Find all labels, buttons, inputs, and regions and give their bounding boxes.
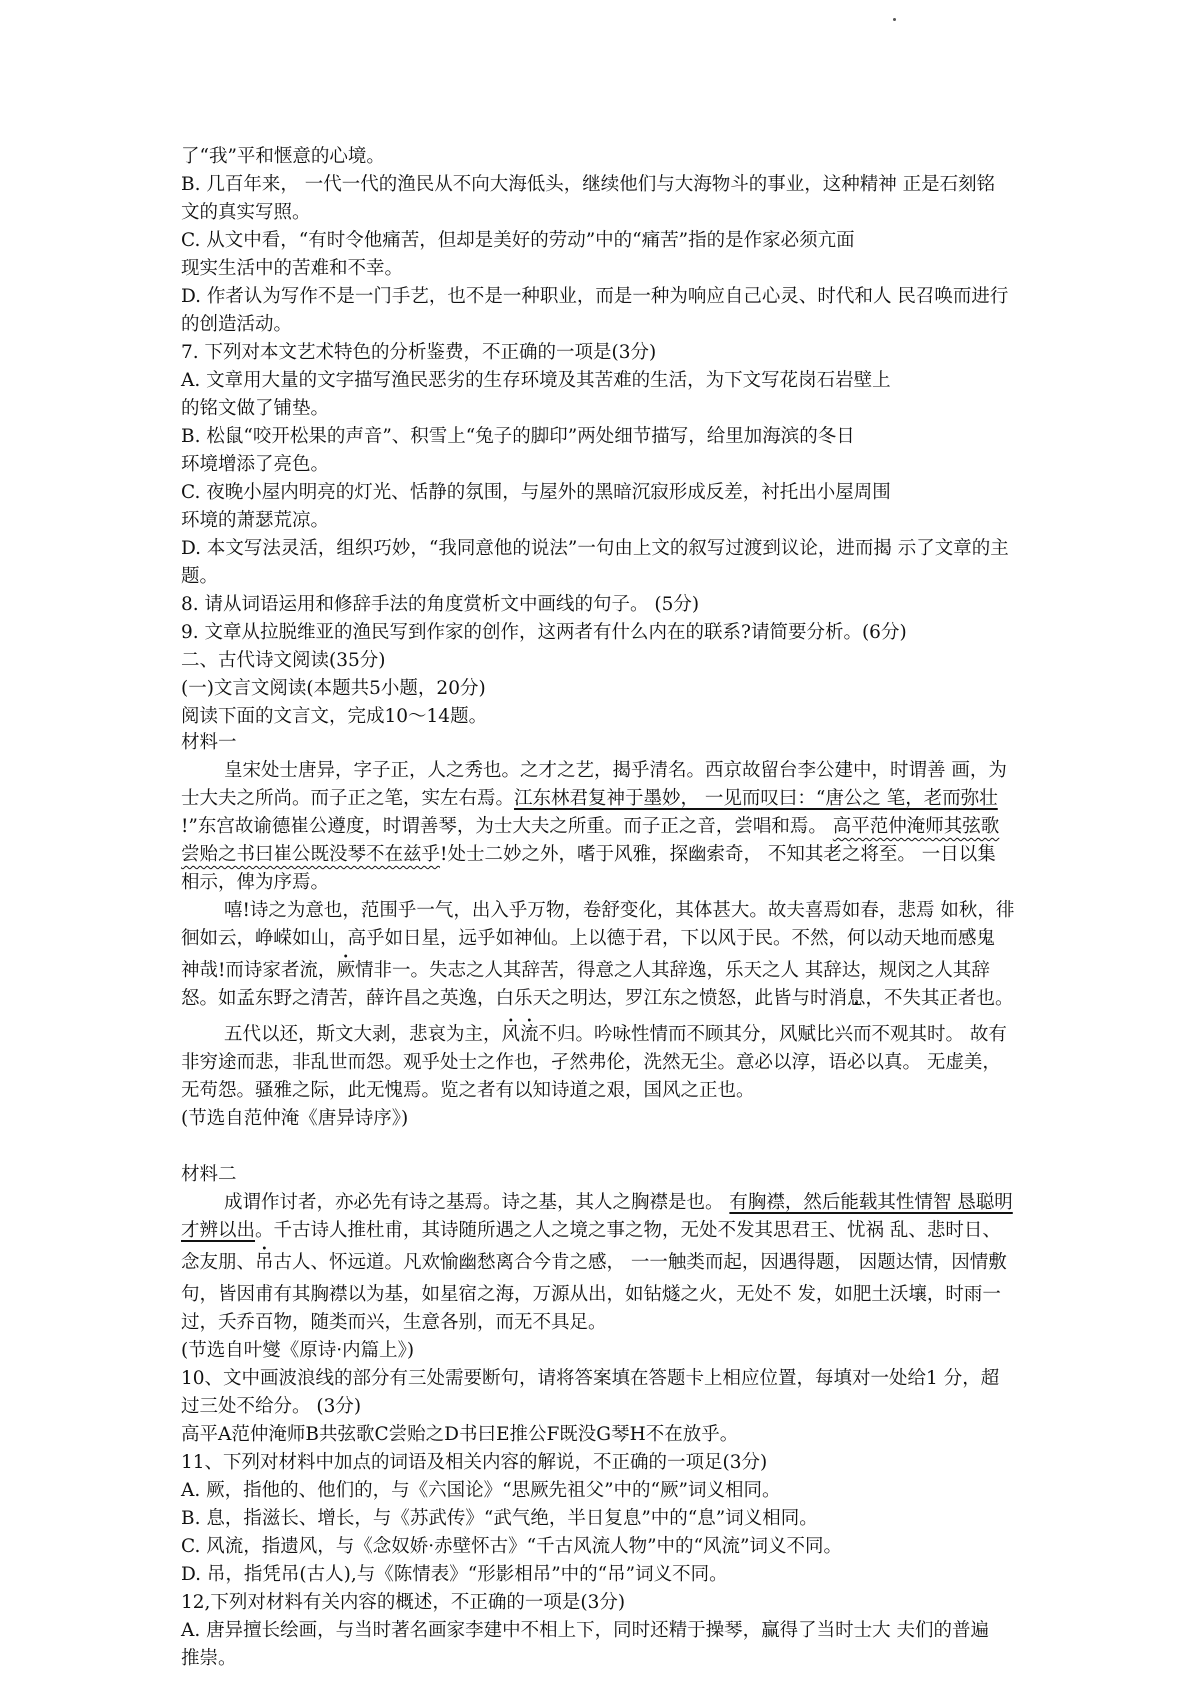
option-a-line: A. 厥，指他的、他们的，与《六国论》“思厥先祖父”中的“厥”词义相同。 bbox=[181, 1480, 781, 1501]
text-line: 的铭文做了铺垫。 bbox=[181, 398, 330, 419]
option-b-line: B. 息，指滋长、增长，与《苏武传》“武气绝，半日复息”中的“息”词义相同。 bbox=[181, 1508, 818, 1529]
question-7: 7. 下列对本文艺术特色的分析鉴费，不正确的一项是(3分) bbox=[181, 342, 657, 363]
text-line: 过三处不给分。 (3分) bbox=[181, 1396, 362, 1417]
passage-segment: 不归。吟咏性情而不顾其分，风赋比兴而不观其时。 故有 bbox=[538, 1024, 1007, 1045]
question-9: 9. 文章从拉脱维亚的渔民写到作家的创作，这两者有什么内在的联系?请简要分析。(6分) bbox=[181, 622, 907, 643]
text-line: 文的真实写照。 bbox=[181, 202, 311, 223]
passage-line: 句，皆因甫有其胸襟以为基，如星宿之海，万源从出，如钻燧之火，无处不 发，如肥土沃壤，时雨一 bbox=[181, 1284, 1001, 1305]
passage-line: 嘻!诗之为意也，范围乎一气，出入乎万物，卷舒变化，其体甚大。故夫喜焉如春，悲焉 如秋，徘 bbox=[224, 900, 1015, 921]
passage-segment: 情非一。失志之人其辞苦，得意之人其辞逸，乐天之人 其辞达，规闵之人其辞 bbox=[354, 960, 990, 981]
option-a-line: A. 唐异擅长绘画，与当时著名画家李建中不相上下，同时还精于操琴，赢得了当时士大 夫们的普遍 bbox=[181, 1620, 990, 1641]
dotted-word: 吊 bbox=[255, 1252, 274, 1273]
option-a-line: A. 文章用大量的文字描写渔民恶劣的生存环境及其苦难的生活，为下文写花岗石岩壁上 bbox=[181, 370, 891, 391]
passage-line bbox=[224, 1023, 1007, 1047]
question-12: 12,下列对材料有关内容的概述，不正确的一项是(3分) bbox=[181, 1592, 626, 1613]
passage-line: 过，夭乔百物，随类而兴，生意各别，而无不具足。 bbox=[181, 1312, 607, 1333]
passage-segment: 神哉!而诗家者流， bbox=[181, 960, 337, 981]
passage-line bbox=[181, 959, 990, 983]
passage-line bbox=[181, 843, 996, 867]
passage-segment: 怒。如孟东野之清苦，薛许昌之英逸，白乐天之明达，罗江东之愤怒，此皆与时消 bbox=[181, 988, 848, 1009]
passage-line: 皇宋处士唐异，字子正，人之秀也。之才之艺，揭乎清名。西京故留台李公建中，时谓善 画，为 bbox=[224, 760, 1007, 781]
subsection-heading: (一)文言文阅读(本题共5小题，20分) bbox=[181, 678, 486, 699]
instruction-line: 阅读下面的文言文，完成10～14题。 bbox=[181, 706, 488, 727]
wavy-underlined-segment: 尝贻之书曰崔公既没琴不在兹乎 bbox=[181, 844, 441, 865]
passage-segment: 五代以还，斯文大剥，悲哀为主， bbox=[224, 1024, 502, 1045]
source-citation: (节选自范仲淹《唐异诗序》) bbox=[181, 1108, 409, 1129]
source-citation: (节选自叶燮《原诗·内篇上》) bbox=[181, 1340, 415, 1361]
text-line: 的创造活动。 bbox=[181, 314, 293, 335]
passage-line bbox=[181, 787, 998, 811]
passage-line: 非穷途而悲，非乱世而怨。观乎处士之作也，孑然弗伦，洗然无尘。意必以淳，语必以真。 无虚美， bbox=[181, 1052, 1001, 1073]
passage-line: 相示，俾为序焉。 bbox=[181, 872, 330, 893]
text-line: 环境增添了亮色。 bbox=[181, 454, 330, 475]
option-d-line: D. 本文写法灵活，组织巧妙，“我同意他的说法”一句由上文的叙写过渡到议论，进而揭 示了文章的主 bbox=[181, 538, 1009, 559]
passage-segment: 士大夫之所尚。而子正之笔，实左右焉。 bbox=[181, 788, 515, 809]
option-c-line: C. 从文中看，“有时令他痛苦，但却是美好的劳动”中的“痛苦”指的是作家必须亢面 bbox=[181, 230, 855, 251]
question-8: 8. 请从词语运用和修辞手法的角度赏析文中画线的句子。 (5分) bbox=[181, 594, 700, 615]
passage-segment: ，不失其正者也。 bbox=[865, 988, 1014, 1009]
dotted-word: 厥 bbox=[336, 960, 355, 981]
passage-segment: 古人、怀远道。凡欢愉幽愁离合今肯之感， 一一触类而起，因遇得题， 因题达情，因情敷 bbox=[273, 1252, 1007, 1273]
passage-line bbox=[181, 1219, 1001, 1243]
option-c-line: C. 夜晚小屋内明亮的灯光、恬静的氛围，与屋外的黑暗沉寂形成反差，衬托出小屋周围 bbox=[181, 482, 891, 503]
underlined-sentence: 才辨以出 bbox=[181, 1220, 256, 1241]
text-line: 推崇。 bbox=[181, 1648, 237, 1669]
dotted-word: 息 bbox=[847, 988, 866, 1009]
scan-speck bbox=[893, 18, 896, 21]
passage-segment: !”东宫故谕德崔公遵度，时谓善琴，为士大夫之所重。而子正之音，尝唱和焉。 bbox=[181, 816, 833, 837]
option-d-line: D. 作者认为写作不是一门手艺，也不是一种职业，而是一种为响应自己心灵、时代和人 民召唤而进行 bbox=[181, 286, 1009, 307]
passage-line bbox=[224, 1191, 1013, 1215]
underlined-sentence: 有胸襟，然后能载其性情智 恳聪明 bbox=[729, 1192, 1013, 1213]
passage-line bbox=[181, 987, 1014, 1011]
text-line: 现实生活中的苦难和不幸。 bbox=[181, 258, 404, 279]
passage-segment: !处士二妙之外，嗜于风雅，探幽索奇， 不知其老之将至。 一日以集 bbox=[440, 844, 996, 865]
option-b-line: B. 几百年来， 一代一代的渔民从不向大海低头，继续他们与大海物斗的事业，这种精神 正是石刻铭 bbox=[181, 174, 996, 195]
dotted-word: 流 bbox=[520, 1024, 539, 1045]
text-line: 了“我”平和惬意的心境。 bbox=[181, 146, 385, 167]
passage-segment: 。千古诗人推杜甫，其诗随所遇之人之境之事之物，无处不发其思君王、忧祸 乱、悲时日、 bbox=[255, 1220, 1001, 1241]
option-c-line: C. 风流，指遗风，与《念奴娇·赤壁怀古》“千古风流人物”中的“风流”词义不同。 bbox=[181, 1536, 842, 1557]
sentence-break-line: 高平A范仲淹师B共弦歌C尝贻之D书曰E推公F既没G琴H不在放乎。 bbox=[181, 1424, 739, 1445]
text-line: 环境的萧瑟荒凉。 bbox=[181, 510, 330, 531]
underlined-sentence: 江东林君复神于墨妙， 一见而叹曰：“唐公之 笔，老而弥壮 bbox=[514, 788, 998, 809]
wavy-underlined-segment: 高平范仲淹师其弦歌 bbox=[832, 816, 1000, 837]
material-two-label: 材料二 bbox=[181, 1164, 237, 1185]
option-d-line: D. 吊，指凭吊(古人),与《陈情表》“形影相吊”中的“吊”词义不同。 bbox=[181, 1564, 728, 1585]
dotted-word: 风 bbox=[501, 1024, 521, 1045]
question-11: 11、下列对材料中加点的词语及相关内容的解说，不正确的一项足(3分) bbox=[181, 1452, 768, 1473]
text-line: 题。 bbox=[181, 566, 219, 587]
passage-line bbox=[181, 815, 999, 839]
section-heading: 二、古代诗文阅读(35分) bbox=[181, 650, 386, 671]
material-one-label: 材料一 bbox=[181, 732, 237, 753]
option-b-line: B. 松鼠“咬开松果的声音”、积雪上“兔子的脚印”两处细节描写，给里加海滨的冬日 bbox=[181, 426, 855, 447]
passage-segment: 成谓作讨者，亦必先有诗之基焉。诗之基，其人之胸襟是也。 bbox=[224, 1192, 730, 1213]
passage-segment: 念友朋、 bbox=[181, 1252, 256, 1273]
passage-line: 徊如云，峥嵘如山，高乎如日星，远乎如神仙。上以德于君，下以风于民。不然，何以动天地而感鬼 bbox=[181, 928, 996, 949]
passage-line bbox=[181, 1251, 1007, 1275]
passage-line: 无苟怨。骚雅之际，此无愧焉。览之者有以知诗道之艰，国风之正也。 bbox=[181, 1080, 755, 1101]
question-10: 10、文中画波浪线的部分有三处需要断句，请将答案填在答题卡上相应位置，每填对一处给1 分，超 bbox=[181, 1368, 1000, 1389]
